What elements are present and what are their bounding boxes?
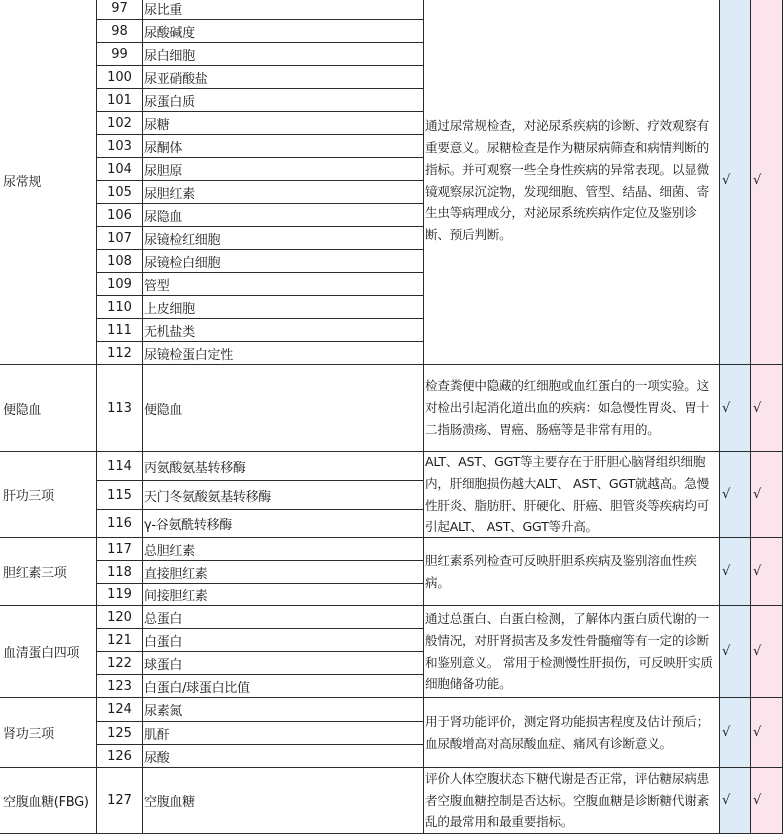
check-mark-col-2: √: [751, 768, 783, 834]
description-cell: [424, 365, 720, 452]
category-cell: 胆红素三项: [0, 538, 97, 606]
check-mark-col-1: √: [720, 698, 751, 768]
item-name: 丙氨酸氨基转移酶: [143, 452, 424, 481]
item-name: 上皮细胞: [143, 296, 424, 319]
item-number: 119: [97, 584, 143, 606]
item-name: 尿比重: [143, 0, 424, 20]
item-number: 98: [97, 20, 143, 43]
item-number: 116: [97, 510, 143, 538]
item-name: 尿白细胞: [143, 43, 424, 66]
item-name: 尿蛋白质: [143, 89, 424, 112]
item-name: 白蛋白: [143, 629, 424, 652]
category-cell: 肝功三项: [0, 452, 97, 538]
item-number: 124: [97, 698, 143, 722]
description-text: 用于肾功能评价，测定肾功能损害程度及估计预后；血尿酸增高对高尿酸血症、痛风有诊断意义。: [425, 713, 709, 751]
item-name: 尿镜检蛋白定性: [143, 342, 424, 365]
check-mark-col-1: √: [720, 768, 751, 834]
item-name: 尿酸: [143, 745, 424, 768]
item-number: 125: [97, 722, 143, 745]
item-number: 109: [97, 273, 143, 296]
item-number: 113: [97, 365, 143, 452]
item-name: 白蛋白/球蛋白比值: [143, 675, 424, 698]
item-number: 126: [97, 745, 143, 768]
item-number: 110: [97, 296, 143, 319]
item-number: 117: [97, 538, 143, 561]
check-mark-col-1: √: [720, 538, 751, 606]
item-name: 球蛋白: [143, 652, 424, 675]
description-text: 胆红素系列检查可反映肝胆系疾病及鉴别溶血性疾病。: [425, 552, 697, 590]
item-number: 97: [97, 0, 143, 20]
item-name: 管型: [143, 273, 424, 296]
description-cell: [424, 0, 720, 365]
item-number: 114: [97, 452, 143, 481]
item-number: 121: [97, 629, 143, 652]
check-mark-col-1: √: [720, 606, 751, 698]
item-number: 106: [97, 204, 143, 227]
description-text: ALT、AST、GGT等主要存在于肝胆心脑肾组织细胞内，肝细胞损伤越大ALT、 AST、GGT就越高。急慢性肝炎、脂肪肝、肝硬化、肝癌、胆管炎等疾病均可引起ALT、 AST、GGT等升高。: [425, 454, 709, 535]
check-mark-col-1: √: [720, 365, 751, 452]
item-name: 间接胆红素: [143, 584, 424, 606]
description-cell: [424, 698, 720, 768]
item-name: 肌酐: [143, 722, 424, 745]
description-cell: [424, 538, 720, 606]
item-name: 尿镜检白细胞: [143, 250, 424, 273]
description-text: 通过总蛋白、白蛋白检测，了解体内蛋白质代谢的一般情况，对肝肾损害及多发性骨髓瘤等有一定的诊断和鉴别意义。 常用于检测慢性肝损伤，可反映肝实质细胞储备功能。: [425, 611, 713, 692]
item-number: 123: [97, 675, 143, 698]
description-cell: [424, 452, 720, 538]
item-name: 尿素氮: [143, 698, 424, 722]
item-name: 天门冬氨酸氨基转移酶: [143, 481, 424, 510]
check-mark-col-2: √: [751, 365, 783, 452]
item-number: 101: [97, 89, 143, 112]
item-number: 102: [97, 112, 143, 135]
check-mark-col-2: √: [751, 538, 783, 606]
check-mark-col-2: √: [751, 606, 783, 698]
item-name: 空腹血糖: [143, 768, 424, 834]
description-text: 通过尿常规检查，对泌尿系疾病的诊断、疗效观察有重要意义。尿糖检查是作为糖尿病筛查和病情判断的指标。并可观察一些全身性疾病的异常表现。以显微镜观察尿沉淀物，发现细胞、管型、结晶、细菌、寄生虫等病理成分，对泌尿系统疾病作定位及鉴别诊断、预后判断。: [425, 118, 709, 242]
item-number: 111: [97, 319, 143, 342]
category-cell: 血清蛋白四项: [0, 606, 97, 698]
item-name: 总胆红素: [143, 538, 424, 561]
check-mark-col-1: √: [720, 452, 751, 538]
item-name: 尿隐血: [143, 204, 424, 227]
item-number: 99: [97, 43, 143, 66]
item-number: 104: [97, 158, 143, 181]
item-number: 115: [97, 481, 143, 510]
item-number: 103: [97, 135, 143, 158]
item-name: γ-谷氨酰转移酶: [143, 510, 424, 538]
item-number: 122: [97, 652, 143, 675]
item-name: 无机盐类: [143, 319, 424, 342]
description-text: 检查粪便中隐藏的红细胞或血红蛋白的一项实验。这对检出引起消化道出血的疾病：如急慢性胃炎、胃十二指肠溃疡、胃癌、肠癌等是非常有用的。: [425, 378, 709, 437]
item-name: 尿胆红素: [143, 181, 424, 204]
check-mark-col-2: √: [751, 452, 783, 538]
item-name: 尿糖: [143, 112, 424, 135]
description-text: 评价人体空腹状态下糖代谢是否正常，评估糖尿病患者空腹血糖控制是否达标。空腹血糖是诊断糖代谢紊乱的最常用和最重要指标。: [425, 770, 709, 830]
item-number: 118: [97, 561, 143, 584]
item-number: 108: [97, 250, 143, 273]
item-name: 尿胆原: [143, 158, 424, 181]
item-name: 直接胆红素: [143, 561, 424, 584]
item-name: 总蛋白: [143, 606, 424, 629]
item-number: 107: [97, 227, 143, 250]
item-name: 尿亚硝酸盐: [143, 66, 424, 89]
category-cell: 尿常规: [0, 0, 97, 365]
item-name: 尿酸碱度: [143, 20, 424, 43]
item-name: 尿酮体: [143, 135, 424, 158]
item-name: 便隐血: [143, 365, 424, 452]
category-cell: 便隐血: [0, 365, 97, 452]
category-cell: 肾功三项: [0, 698, 97, 768]
category-cell: 空腹血糖(FBG): [0, 768, 97, 834]
item-number: 105: [97, 181, 143, 204]
item-number: 112: [97, 342, 143, 365]
description-cell: [424, 768, 720, 834]
description-cell: [424, 606, 720, 698]
item-number: 100: [97, 66, 143, 89]
check-mark-col-1: √: [720, 0, 751, 365]
item-number: 120: [97, 606, 143, 629]
check-mark-col-2: √: [751, 0, 783, 365]
item-number: 127: [97, 768, 143, 834]
item-name: 尿镜检红细胞: [143, 227, 424, 250]
check-mark-col-2: √: [751, 698, 783, 768]
